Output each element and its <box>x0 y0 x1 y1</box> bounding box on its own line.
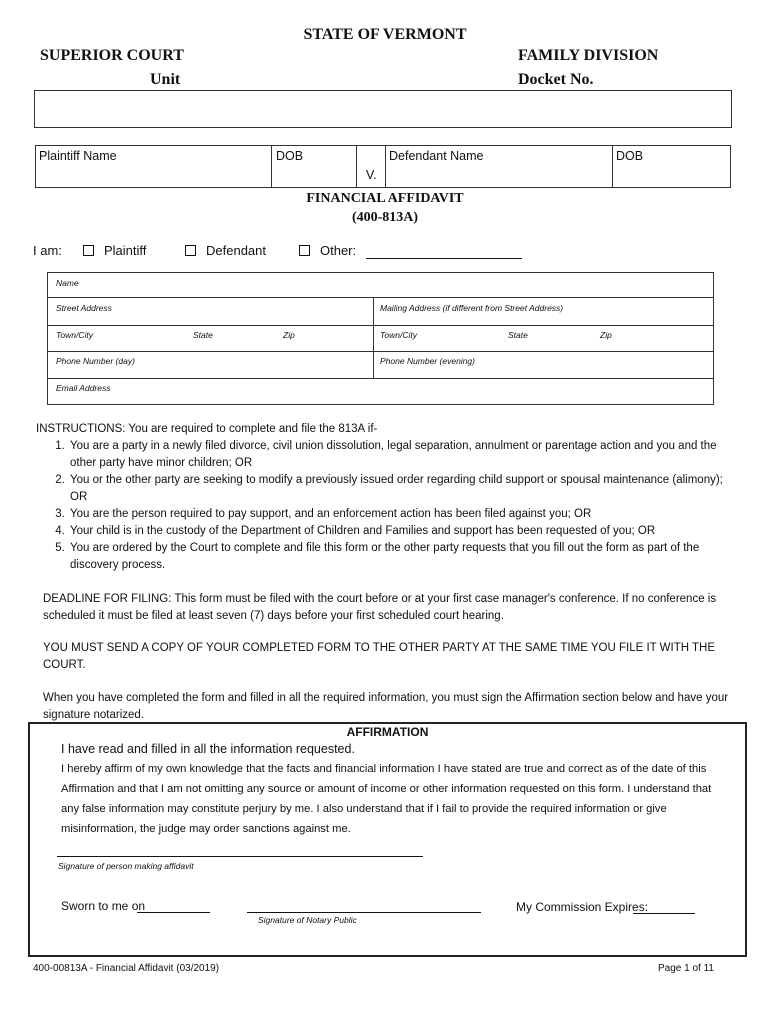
affirmation-line1: I have read and filled in all the information requested. <box>61 742 355 756</box>
mailing-address-label: Mailing Address (if different from Street Address) <box>380 303 564 313</box>
instruction-item: 1. You are a party in a newly filed divorce, civil union dissolution, legal separation, annulment or parentage action and you and the other party have minor children; OR <box>68 438 736 472</box>
mailing-address-field[interactable] <box>374 298 713 326</box>
defendant-dob-field[interactable] <box>612 145 731 188</box>
mailing-town-state-zip-field[interactable] <box>374 326 713 352</box>
plaintiff-name-label: Plaintiff Name <box>39 149 117 163</box>
role-label: I am: <box>33 243 62 258</box>
phone-evening-label: Phone Number (evening) <box>380 356 475 366</box>
plaintiff-option[interactable] <box>83 243 146 258</box>
sworn-label: Sworn to me on <box>61 899 146 913</box>
defendant-dob-label: DOB <box>616 149 644 163</box>
notary-signature-label: Signature of Notary Public <box>258 915 357 925</box>
superior-court-label: SUPERIOR COURT <box>40 47 184 64</box>
street-address-field[interactable] <box>48 298 374 326</box>
affiant-signature-line[interactable] <box>57 856 423 857</box>
phone-day-label: Phone Number (day) <box>56 356 135 366</box>
plaintiff-option-label: Plaintiff <box>104 243 147 258</box>
instructions-list <box>36 438 736 574</box>
form-title: FINANCIAL AFFIDAVIT <box>306 191 464 206</box>
affirmation-title: AFFIRMATION <box>346 725 429 739</box>
zip-label: Zip <box>283 330 295 340</box>
other-checkbox[interactable] <box>299 245 310 256</box>
other-input-line[interactable] <box>366 258 522 259</box>
instruction-item: 2. You or the other party are seeking to modify a previously issued order regarding child support or spousal maintenance (alimony); OR <box>68 472 736 506</box>
family-division-label: FAMILY DIVISION <box>518 47 659 64</box>
footer-form-id: 400-00813A - Financial Affidavit (03/2019) <box>33 963 220 974</box>
instructions-section <box>36 421 736 574</box>
defendant-name-field[interactable] <box>385 145 613 188</box>
defendant-checkbox[interactable] <box>185 245 196 256</box>
instruction-item: 4. Your child is in the custody of the Department of Children and Families and support has been requested of you; OR <box>68 523 736 540</box>
sworn-date-line[interactable] <box>137 912 210 913</box>
parties-table <box>35 145 731 188</box>
plaintiff-dob-label: DOB <box>276 149 304 163</box>
plaintiff-name-field[interactable] <box>35 145 272 188</box>
must-send-text: YOU MUST SEND A COPY OF YOUR COMPLETED FORM TO THE OTHER PARTY AT THE SAME TIME YOU FILE IT WITH THE COURT. <box>43 642 716 671</box>
instruction-item: 3. You are the person required to pay support, and an enforcement action has been filed against you; OR <box>68 506 736 523</box>
commission-label: My Commission Expires: <box>516 900 649 914</box>
affirmation-paragraph: I hereby affirm of my own knowledge that the facts and financial information I have stated are true and correct as of the date of this Affirmation and that I am not omitting any source or amount of income or other information requested on this form. I understand that any false information may constitute perjury by me. I also understand that if I fail to provide the required information or give misinformation, the judge may order sanctions against me. <box>61 763 712 835</box>
notary-signature-line[interactable] <box>247 912 481 913</box>
instruction-item: 5. You are ordered by the Court to complete and file this form or the other party requests that you fill out the form as part of the discovery process. <box>68 540 736 574</box>
unit-label: Unit <box>150 71 181 88</box>
email-field[interactable] <box>48 379 713 404</box>
other-option[interactable] <box>299 243 356 258</box>
defendant-name-label: Defendant Name <box>389 149 484 163</box>
versus-cell <box>356 145 386 188</box>
affirmation-box <box>28 722 747 957</box>
phone-evening-field[interactable] <box>374 352 713 379</box>
deadline-text: DEADLINE FOR FILING: This form must be filed with the court before or at your first case manager's conference. If no conference is scheduled it must be filed at least seven (7) days before your first scheduled court hearing. <box>43 593 717 622</box>
address-box <box>47 272 714 405</box>
mailing-town-label: Town/City <box>380 330 418 340</box>
email-label: Email Address <box>56 383 111 393</box>
name-label: Name <box>56 278 79 288</box>
instructions-heading: INSTRUCTIONS: You are required to complete and file the 813A if- <box>36 423 378 435</box>
town-label: Town/City <box>56 330 94 340</box>
plaintiff-dob-field[interactable] <box>271 145 357 188</box>
unit-docket-field[interactable] <box>34 90 732 128</box>
form-number: (400-813A) <box>351 210 419 225</box>
when-complete-text: When you have completed the form and filled in all the required information, you must sign the Affirmation section below and have your signature notarized. <box>43 692 729 721</box>
town-state-zip-field[interactable] <box>48 326 374 352</box>
state-label: State <box>193 330 213 340</box>
phone-day-field[interactable] <box>48 352 374 379</box>
defendant-option-label: Defendant <box>206 243 266 258</box>
other-option-label: Other: <box>320 243 357 258</box>
state-title: STATE OF VERMONT <box>303 26 467 43</box>
footer-page-number: Page 1 of 11 <box>658 963 714 974</box>
commission-date-line[interactable] <box>633 913 695 914</box>
street-address-label: Street Address <box>56 303 112 313</box>
affiant-signature-label: Signature of person making affidavit <box>58 861 194 871</box>
role-row <box>33 243 62 258</box>
name-field[interactable] <box>48 273 713 298</box>
plaintiff-checkbox[interactable] <box>83 245 94 256</box>
docket-label: Docket No. <box>518 71 594 88</box>
versus-label: V. <box>366 168 377 182</box>
mailing-zip-label: Zip <box>600 330 612 340</box>
defendant-option[interactable] <box>185 243 266 258</box>
mailing-state-label: State <box>508 330 528 340</box>
